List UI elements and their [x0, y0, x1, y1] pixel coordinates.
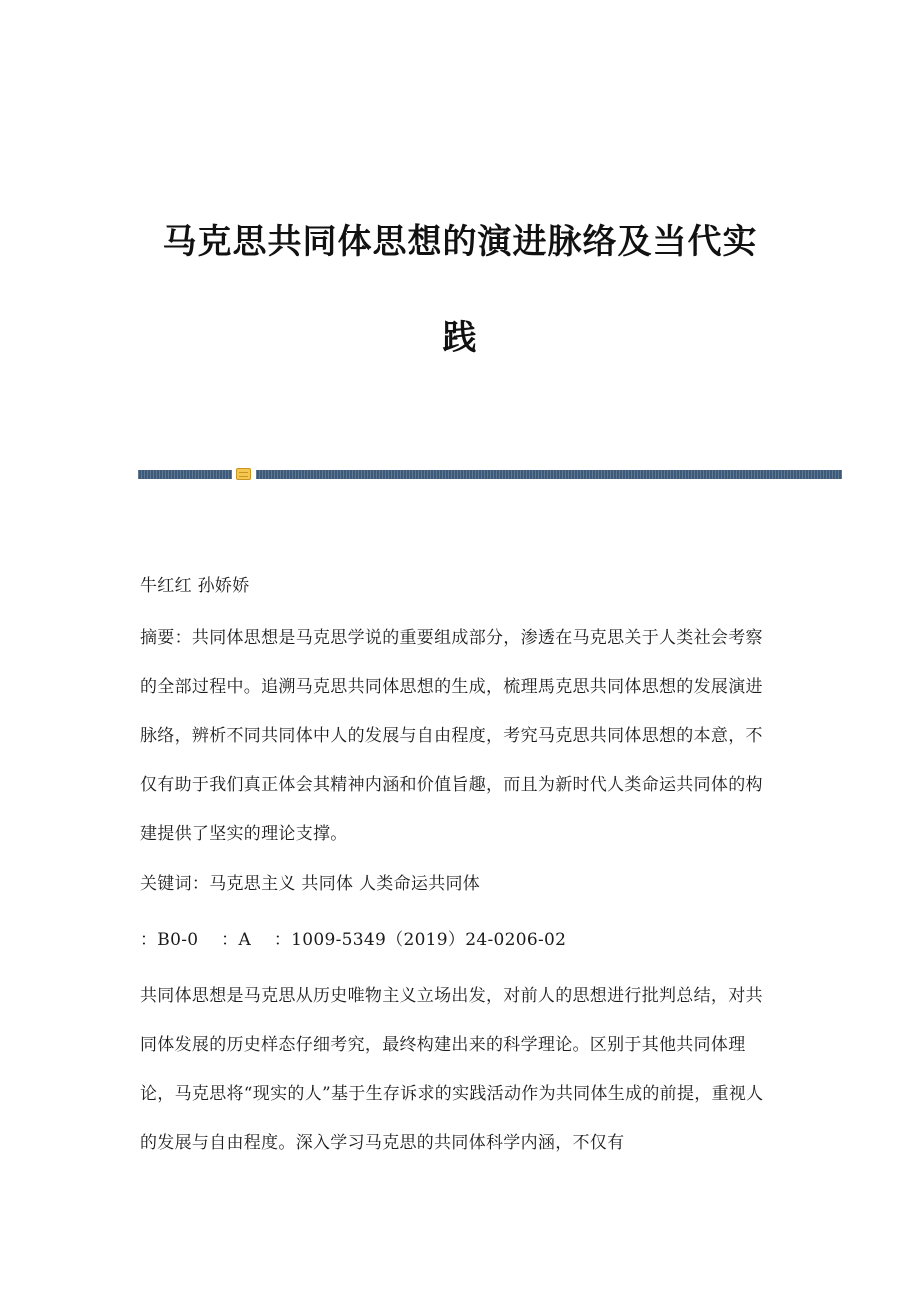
title-divider-left	[138, 470, 232, 479]
envelope-icon	[236, 468, 251, 480]
authors: 牛红红 孙娇娇	[140, 576, 250, 596]
abstract: 摘要：共同体思想是马克思学说的重要组成部分，渗透在马克思关于人类社会考察的全部过程中。追溯马克思共同体思想的生成，梳理馬克思共同体思想的发展演进脉络，辨析不同共同体中人的发展与自由程度，考究马克思共同体思想的本意，不仅有助于我们真正体会其精神内涵和价值旨趣，而且为新时代人类命运共同体的构建提供了坚实的理论支撑。	[140, 628, 763, 844]
document-title-line-2: 践	[442, 318, 478, 358]
document-title-line-1: 马克思共同体思想的演进脉络及当代实	[162, 222, 758, 262]
keywords: 关键词：马克思主义 共同体 人类命运共同体	[140, 874, 481, 894]
title-divider-right	[256, 470, 842, 479]
body-paragraph: 共同体思想是马克思从历史唯物主义立场出发，对前人的思想进行批判总结，对共同体发展的历史样态仔细考究，最终构建出来的科学理论。区别于其他共同体理论，马克思将“现实的人”基于生存诉求的实践活动作为共同体生成的前提，重视人的发展与自由程度。深入学习马克思的共同体科学内涵，不仅有	[140, 986, 764, 1153]
classification-codes: ：B0-0 ：A ：1009-5349（2019）24-0206-02	[140, 930, 567, 950]
